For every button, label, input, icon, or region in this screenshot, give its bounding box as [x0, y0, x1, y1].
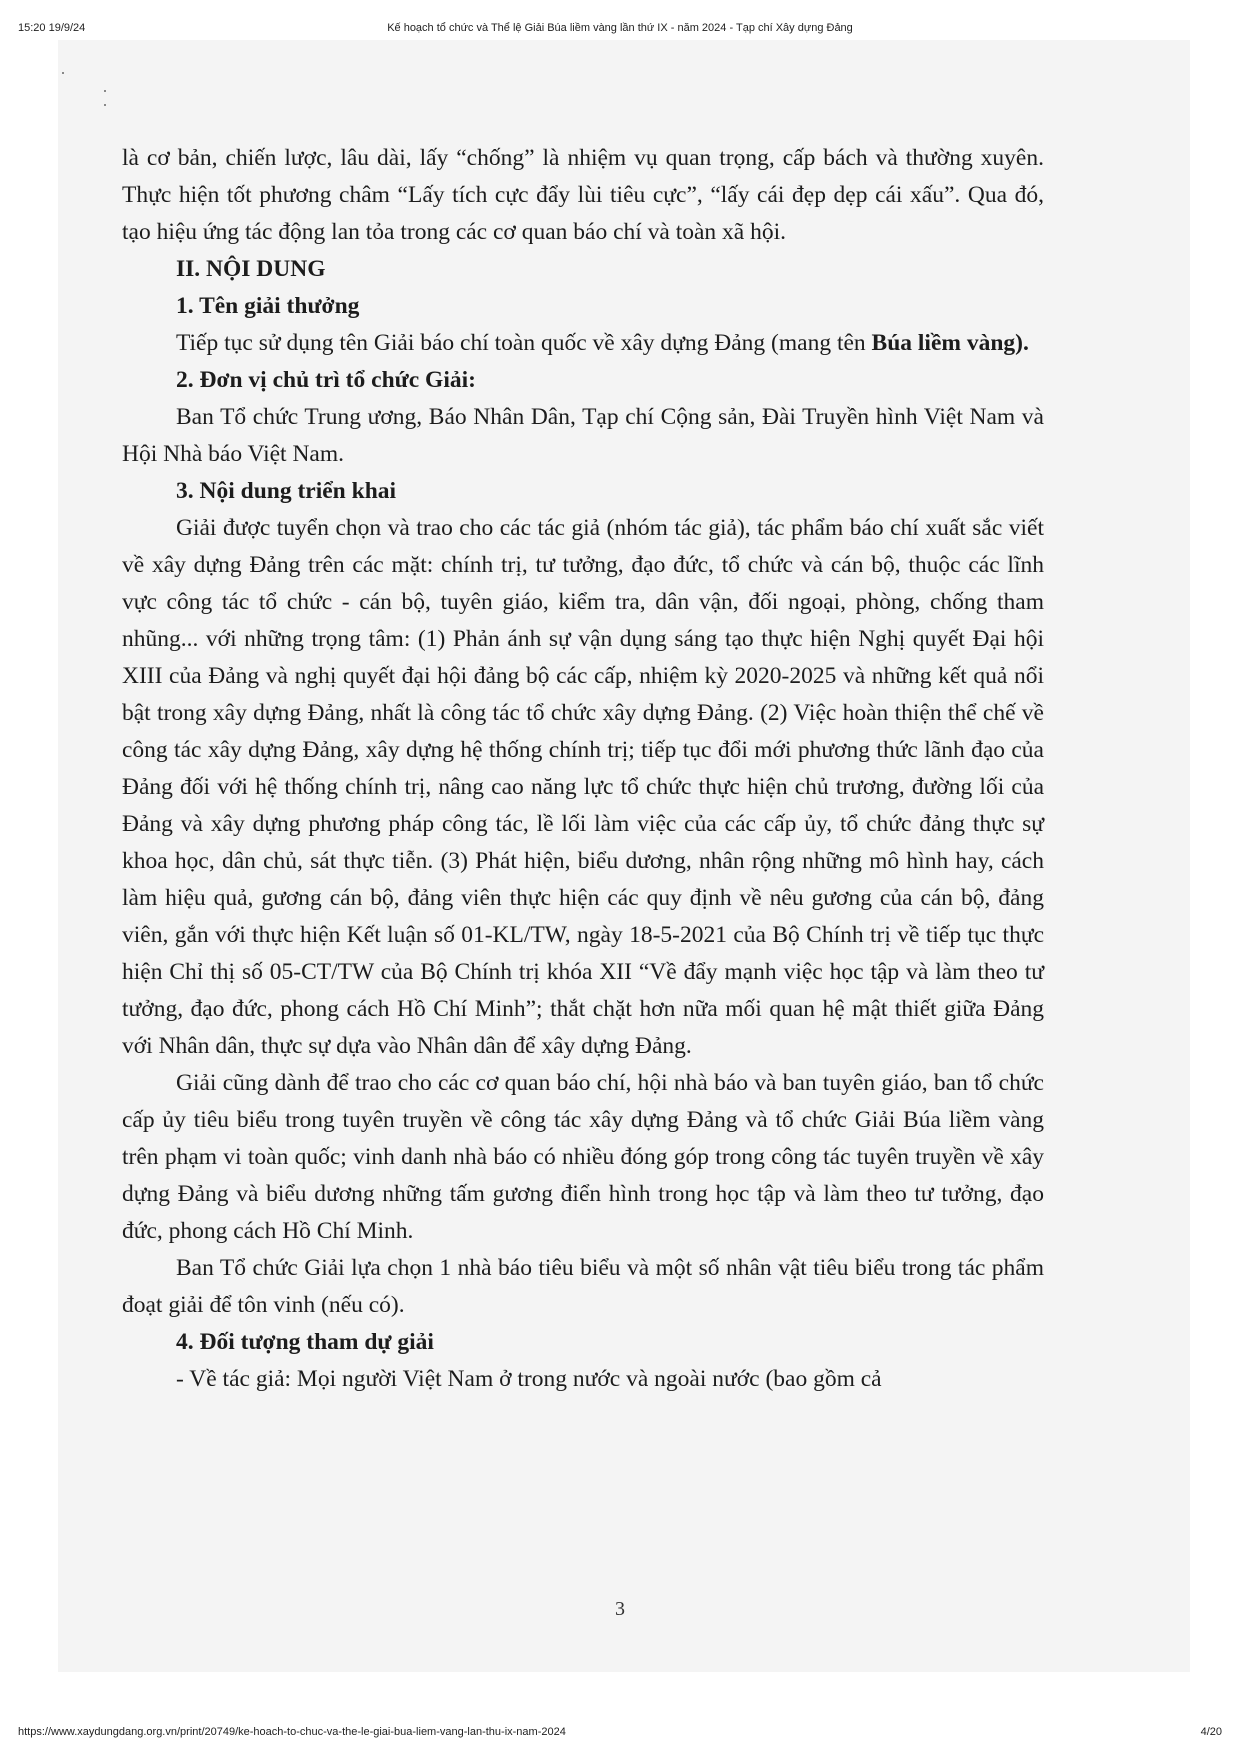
award-name-text: Tiếp tục sử dụng tên Giải báo chí toàn quốc về xây dựng Đảng (mang tên	[176, 330, 872, 356]
print-datetime: 15:20 19/9/24	[18, 22, 86, 34]
section-heading-noi-dung: II. NỘI DUNG	[176, 256, 326, 282]
award-name-bold: Búa liềm vàng).	[871, 330, 1029, 356]
paragraph-authors: - Về tác giả: Mọi người Việt Nam ở trong nước và ngoài nước (bao gồm cả	[176, 1366, 882, 1392]
subheading-don-vi-chu-tri: 2. Đơn vị chủ trì tổ chức Giải:	[176, 367, 476, 393]
print-header	[0, 0, 1240, 40]
scan-speck	[104, 90, 106, 92]
subheading-ten-giai-thuong: 1. Tên giải thưởng	[176, 293, 360, 319]
paragraph-award-name	[122, 325, 1044, 362]
print-footer	[0, 1714, 1240, 1744]
print-url: https://www.xaydungdang.org.vn/print/20749/ke-hoach-to-chuc-va-the-le-giai-bua-liem-vang-lan-thu-ix-nam-2024	[18, 1726, 566, 1738]
subheading-doi-tuong: 4. Đối tượng tham dự giải	[176, 1329, 434, 1355]
paragraph-honor-journalist: Ban Tổ chức Giải lựa chọn 1 nhà báo tiêu biểu và một số nhân vật tiêu biểu trong tác phẩm đoạt giải để tôn vinh (nếu có).	[122, 1255, 1044, 1318]
scan-speck	[62, 72, 64, 74]
page-number: 3	[615, 1598, 625, 1620]
print-page-count: 4/20	[1200, 1726, 1222, 1738]
paragraph-intro-continuation: là cơ bản, chiến lược, lâu dài, lấy “chống” là nhiệm vụ quan trọng, cấp bách và thường xuyên. Thực hiện tốt phương châm “Lấy tích cực đẩy lùi tiêu cực”, “lấy cái đẹp dẹp cái xấu”. Qua đó, tạo hiệu ứng tác động lan tỏa trong các cơ quan báo chí và toàn xã hội.	[122, 145, 1044, 245]
scan-speck	[104, 104, 106, 106]
print-page-title: Kế hoạch tổ chức và Thể lệ Giải Búa liềm vàng lần thứ IX - năm 2024 - Tạp chí Xây dựng Đảng	[387, 22, 853, 34]
paragraph-organizers: Ban Tổ chức Trung ương, Báo Nhân Dân, Tạp chí Cộng sản, Đài Truyền hình Việt Nam và Hội Nhà báo Việt Nam.	[122, 404, 1044, 467]
paragraph-award-agencies: Giải cũng dành để trao cho các cơ quan báo chí, hội nhà báo và ban tuyên giáo, ban tổ chức cấp ủy tiêu biểu trong tuyên truyền về công tác xây dựng Đảng và tổ chức Giải Búa liềm vàng trên phạm vi toàn quốc; vinh danh nhà báo có nhiều đóng góp trong công tác tuyên truyền về xây dựng Đảng và biểu dương những tấm gương điển hình trong học tập và làm theo tư tưởng, đạo đức, phong cách Hồ Chí Minh.	[122, 1070, 1044, 1244]
document-body	[122, 140, 1044, 1398]
subheading-noi-dung-trien-khai: 3. Nội dung triển khai	[176, 478, 397, 504]
paragraph-deployment-content: Giải được tuyển chọn và trao cho các tác giả (nhóm tác giả), tác phẩm báo chí xuất sắc viết về xây dựng Đảng trên các mặt: chính trị, tư tưởng, đạo đức, tổ chức và cán bộ, thuộc các lĩnh vực công tác tổ chức - cán bộ, tuyên giáo, kiểm tra, dân vận, đối ngoại, phòng, chống tham nhũng... với những trọng tâm: (1) Phản ánh sự vận dụng sáng tạo thực hiện Nghị quyết Đại hội XIII của Đảng và nghị quyết đại hội đảng bộ các cấp, nhiệm kỳ 2020-2025 và những kết quả nổi bật trong xây dựng Đảng, nhất là công tác tổ chức xây dựng Đảng. (2) Việc hoàn thiện thể chế về công tác xây dựng Đảng, xây dựng hệ thống chính trị; tiếp tục đổi mới phương thức lãnh đạo của Đảng đối với hệ thống chính trị, nâng cao năng lực tổ chức thực hiện chủ trương, đường lối của Đảng và xây dựng phương pháp công tác, lề lối làm việc của các cấp ủy, tổ chức đảng thực sự khoa học, dân chủ, sát thực tiễn. (3) Phát hiện, biểu dương, nhân rộng những mô hình hay, cách làm hiệu quả, gương cán bộ, đảng viên thực hiện các quy định về nêu gương của cán bộ, đảng viên, gắn với thực hiện Kết luận số 01-KL/TW, ngày 18-5-2021 của Bộ Chính trị về tiếp tục thực hiện Chỉ thị số 05-CT/TW của Bộ Chính trị khóa XII “Về đẩy mạnh việc học tập và làm theo tư tưởng, đạo đức, phong cách Hồ Chí Minh”; thắt chặt hơn nữa mối quan hệ mật thiết giữa Đảng với Nhân dân, thực sự dựa vào Nhân dân để xây dựng Đảng.	[122, 515, 1044, 1059]
